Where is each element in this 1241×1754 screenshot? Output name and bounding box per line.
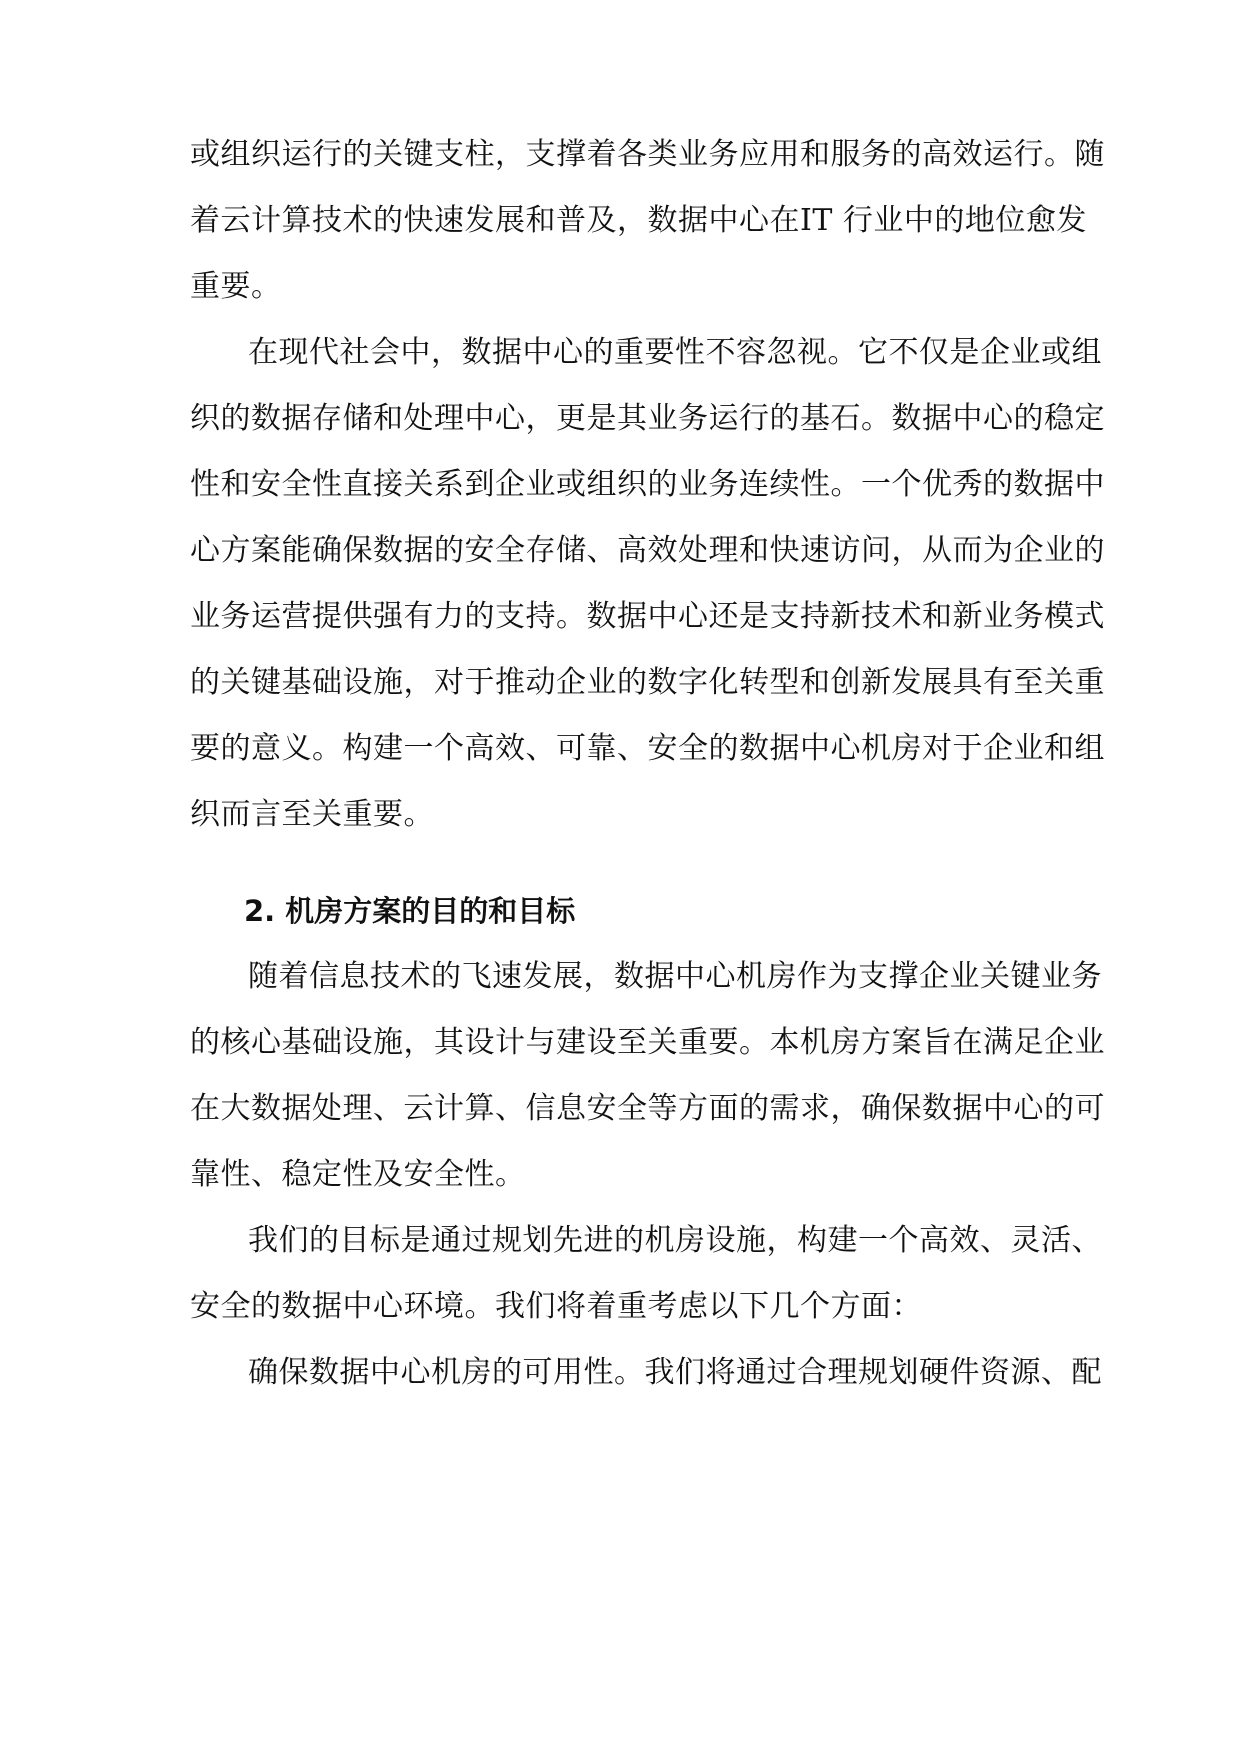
text-line: 重要。 xyxy=(190,269,282,304)
text-line: 安全的数据中心环境。我们将着重考虑以下几个方面： xyxy=(190,1289,922,1324)
text-line: 随着信息技术的飞速发展，数据中心机房作为支撑企业关键业务 xyxy=(248,959,1102,994)
text-line: 织的数据存储和处理中心，更是其业务运行的基石。数据中心的稳定 xyxy=(190,401,1105,436)
text-line: 性和安全性直接关系到企业或组织的业务连续性。一个优秀的数据中 xyxy=(190,467,1105,502)
text-line: 业务运营提供强有力的支持。数据中心还是支持新技术和新业务模式 xyxy=(190,599,1105,634)
text-line: 我们的目标是通过规划先进的机房设施，构建一个高效、灵活、 xyxy=(248,1223,1102,1258)
text-line: 织而言至关重要。 xyxy=(190,797,434,832)
text-line: 或组织运行的关键支柱，支撑着各类业务应用和服务的高效运行。随 xyxy=(190,137,1105,172)
text-line: 在现代社会中，数据中心的重要性不容忽视。它不仅是企业或组 xyxy=(248,335,1102,370)
text-line: 确保数据中心机房的可用性。我们将通过合理规划硬件资源、配 xyxy=(248,1355,1102,1390)
text-line: 心方案能确保数据的安全存储、高效处理和快速访问，从而为企业的 xyxy=(190,533,1105,568)
section-heading: 2. 机房方案的目的和目标 xyxy=(244,894,576,928)
text-line: 靠性、稳定性及安全性。 xyxy=(190,1157,526,1192)
text-line: 着云计算技术的快速发展和普及，数据中心在IT 行业中的地位愈发 xyxy=(190,203,1087,238)
text-line: 的核心基础设施，其设计与建设至关重要。本机房方案旨在满足企业 xyxy=(190,1025,1105,1060)
text-line: 的关键基础设施，对于推动企业的数字化转型和创新发展具有至关重 xyxy=(190,665,1105,700)
text-line: 在大数据处理、云计算、信息安全等方面的需求，确保数据中心的可 xyxy=(190,1091,1105,1126)
text-line: 要的意义。构建一个高效、可靠、安全的数据中心机房对于企业和组 xyxy=(190,731,1105,766)
